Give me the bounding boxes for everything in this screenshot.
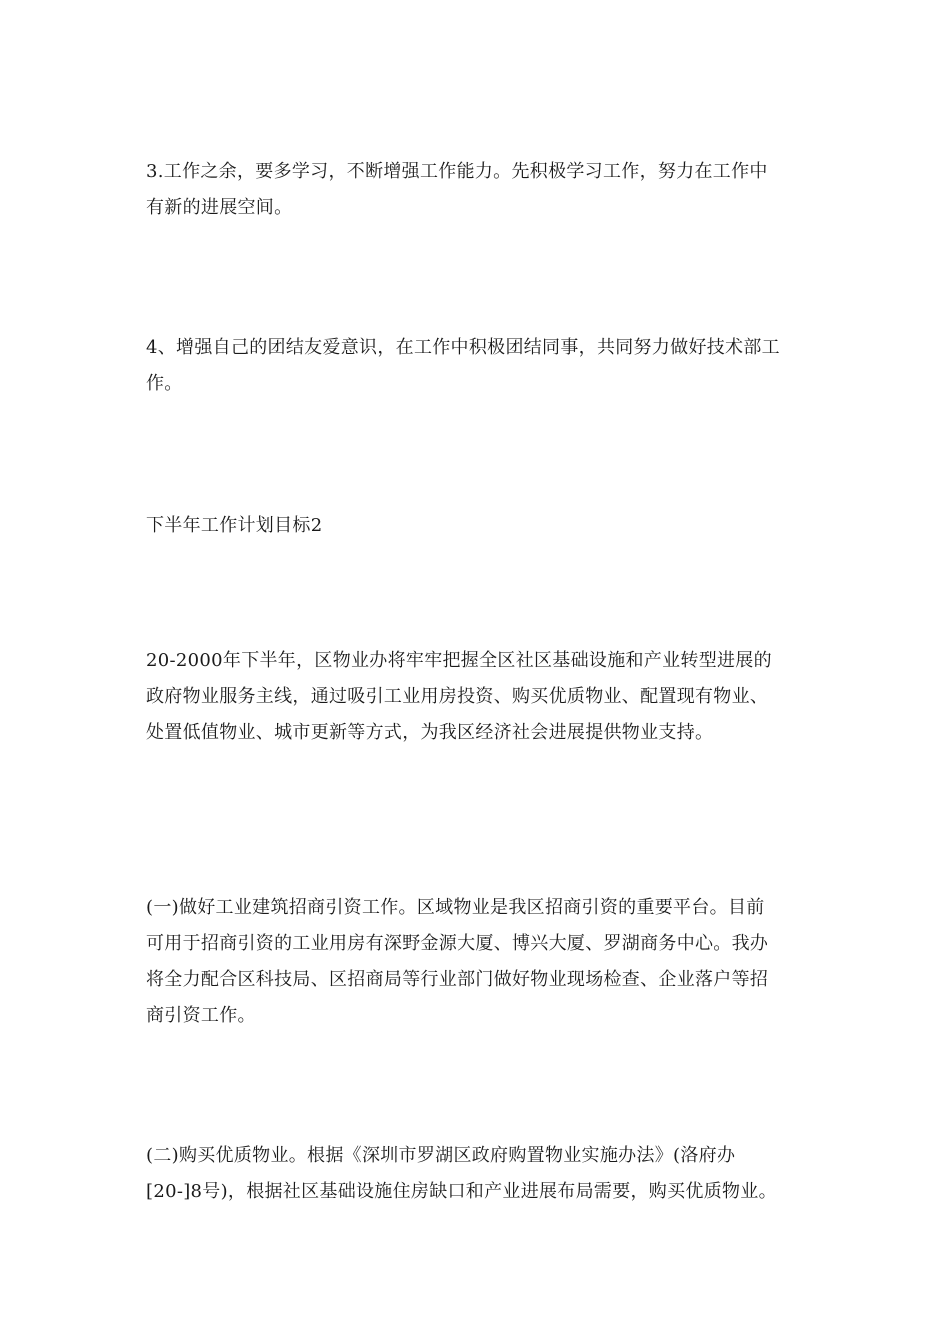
text-line: 可用于招商引资的工业用房有深野金源大厦、博兴大厦、罗湖商务中心。我办 bbox=[146, 933, 769, 954]
text-line: [20-]8号)，根据社区基础设施住房缺口和产业进展布局需要，购买优质物业。 bbox=[146, 1181, 777, 1202]
text-line: 商引资工作。 bbox=[146, 1005, 256, 1026]
paragraph-section-2 bbox=[146, 1138, 806, 1210]
text-line: 4、增强自己的团结友爱意识，在工作中积极团结同事，共同努力做好技术部工 bbox=[146, 337, 780, 358]
text-line: 20-2000年下半年，区物业办将牢牢把握全区社区基础设施和产业转型进展的 bbox=[146, 650, 772, 671]
text-line: 将全力配合区科技局、区招商局等行业部门做好物业现场检查、企业落户等招 bbox=[146, 969, 769, 990]
text-line: 3.工作之余，要多学习，不断增强工作能力。先积极学习工作，努力在工作中 bbox=[146, 161, 768, 182]
paragraph-item-4 bbox=[146, 330, 806, 402]
text-line: 作。 bbox=[146, 373, 183, 394]
text-line: 有新的进展空间。 bbox=[146, 197, 293, 218]
text-line: 处置低值物业、城市更新等方式，为我区经济社会进展提供物业支持。 bbox=[146, 722, 714, 743]
section-heading bbox=[146, 508, 322, 544]
text-line: (一)做好工业建筑招商引资工作。区域物业是我区招商引资的重要平台。目前 bbox=[146, 897, 765, 918]
paragraph-intro bbox=[146, 643, 806, 751]
text-line: (二)购买优质物业。根据《深圳市罗湖区政府购置物业实施办法》(洛府办 bbox=[146, 1145, 736, 1166]
paragraph-item-3 bbox=[146, 154, 806, 226]
heading-text: 下半年工作计划目标2 bbox=[146, 515, 323, 536]
paragraph-section-1 bbox=[146, 890, 806, 1034]
text-line: 政府物业服务主线，通过吸引工业用房投资、购买优质物业、配置现有物业、 bbox=[146, 686, 769, 707]
